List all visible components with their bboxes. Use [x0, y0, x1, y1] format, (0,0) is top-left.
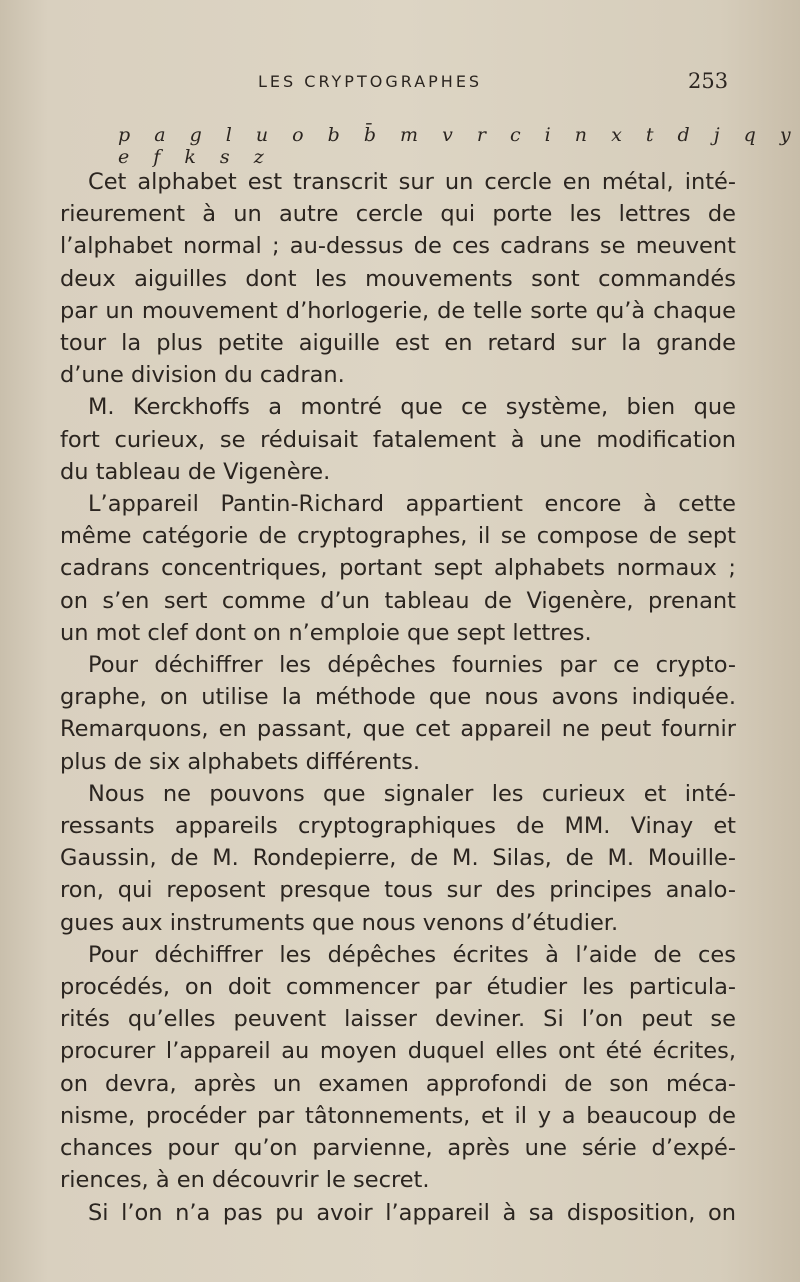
- paragraph: [60, 778, 736, 939]
- text-line: Cet alphabet est transcrit sur un cercle en métal, inté-: [88, 169, 736, 195]
- text-line: procédés, on doit commencer par étudier les particula-: [60, 974, 736, 1001]
- text-line: Pour déchiffrer les dépêches fournies par ce crypto-: [88, 652, 736, 679]
- text-line: Pour déchiffrer les dépêches écrites à l’aide de ces: [88, 941, 736, 968]
- text-line: du tableau de Vigenère.: [60, 458, 331, 485]
- text-line: deux aiguilles dont les mouvements sont commandés: [60, 265, 736, 292]
- page-header: [0, 69, 800, 102]
- text-line: ressants appareils cryptographiques de MM. Vinay et: [60, 813, 736, 840]
- text-line: même catégorie de cryptographes, il se compose de sept: [60, 523, 736, 550]
- text-line: d’une division du cadran.: [60, 362, 345, 389]
- text-line: Si l’on n’a pas pu avoir l’appareil à sa disposition, on: [88, 1199, 736, 1226]
- text-line: procurer l’appareil au moyen duquel elles ont été écrites,: [60, 1038, 736, 1065]
- text-line: rieurement à un autre cercle qui porte les lettres de: [60, 201, 736, 228]
- text-line: Remarquons, en passant, que cet appareil ne peut fournir: [60, 716, 736, 743]
- text-line: nisme, procéder par tâtonnements, et il y a beaucoup de: [60, 1102, 736, 1129]
- page-number: 253: [688, 69, 729, 93]
- cipher-alphabet: p a g l u o b b̄ m v r c i n x t d j q y e f k s z: [118, 124, 800, 168]
- text-line: tour la plus petite aiguille est en retard sur la grande: [60, 330, 736, 357]
- text-line: l’alphabet normal ; au-dessus de ces cadrans se meuvent: [60, 233, 736, 260]
- text-line: on devra, après un examen approfondi de son méca-: [60, 1070, 736, 1097]
- text-line: ron, qui reposent presque tous sur des principes analo-: [60, 877, 736, 904]
- text-line: plus de six alphabets différents.: [60, 748, 421, 775]
- text-line: Nous ne pouvons que signaler les curieux et inté-: [88, 780, 736, 807]
- text-line: rités qu’elles peuvent laisser deviner. Si l’on peut se: [60, 1006, 736, 1033]
- text-line: fort curieux, se réduisait fatalement à une modification: [60, 426, 736, 453]
- text-line: gues aux instruments que nous venons d’étudier.: [60, 909, 619, 936]
- text-line: graphe, on utilise la méthode que nous avons indiquée.: [60, 684, 736, 711]
- text-line: par un mouvement d’horlogerie, de telle sorte qu’à chaque: [60, 297, 736, 324]
- text-line: chances pour qu’on parvienne, après une série d’expé-: [60, 1135, 736, 1162]
- running-title: LES CRYPTOGRAPHES: [258, 72, 483, 91]
- text-line: L’appareil Pantin-Richard appartient encore à cette: [88, 491, 736, 518]
- text-line: cadrans concentriques, portant sept alphabets normaux ;: [60, 555, 736, 582]
- paragraph: [60, 939, 736, 1197]
- body-text: [60, 166, 736, 1229]
- paragraph: [60, 166, 736, 391]
- paragraph: [60, 1197, 736, 1229]
- text-line: M. Kerckhoffs a montré que ce système, bien que: [88, 394, 736, 421]
- paragraph: [60, 488, 736, 649]
- paragraph: [60, 649, 736, 778]
- paragraph: [60, 391, 736, 488]
- text-line: Gaussin, de M. Rondepierre, de M. Silas, de M. Mouille-: [60, 845, 736, 872]
- text-line: riences, à en découvrir le secret.: [60, 1167, 430, 1194]
- text-line: un mot clef dont on n’emploie que sept lettres.: [60, 619, 592, 646]
- text-line: on s’en sert comme d’un tableau de Vigenère, prenant: [60, 587, 736, 614]
